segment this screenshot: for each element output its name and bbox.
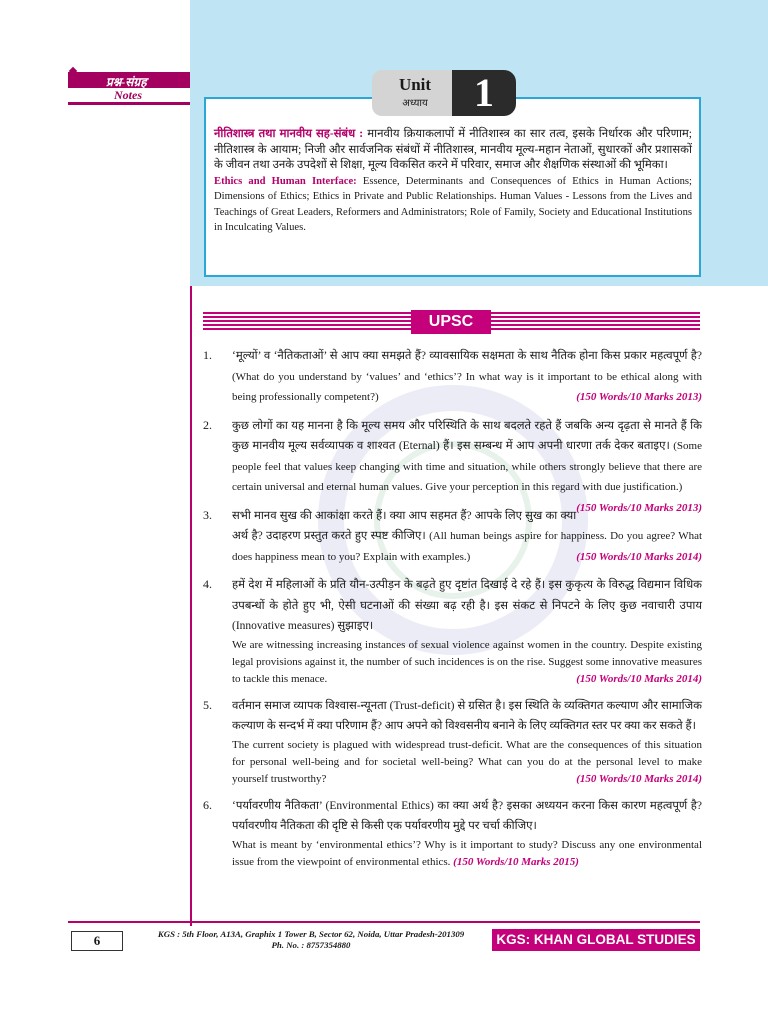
page-number: 6	[71, 931, 123, 951]
unit-label: Unit	[398, 75, 432, 94]
question-marks: (150 Words/10 Marks 2014)	[576, 550, 702, 563]
syllabus-hindi-title: नीतिशास्त्र तथा मानवीय सह-संबंध :	[214, 128, 364, 140]
syllabus-english	[214, 174, 692, 236]
question-hindi: कुछ लोगों का यह मानना है कि मूल्य समय और परिस्थिति के साथ बदलते रहते हैं जबकि अन्य दृढ़ता से मानते हैं कि कुछ मानवीय मूल्य सर्वव्यापक व शाश्वत (Eternal) हैं। इस सम्बन्ध में आप अपनी धारणा तर्क देकर बताइए।	[232, 419, 702, 452]
footer-address	[130, 929, 492, 951]
brand-badge: KGS: KHAN GLOBAL STUDIES	[492, 929, 700, 951]
question-english: (Some people feel that values keep changing with time and situation, while others strongly believe that there are certain universal and eternal human values. Give your perception in this regard with due justification.)	[232, 440, 702, 493]
question-item	[200, 796, 702, 871]
address-line: KGS : 5th Floor, A13A, Graphix 1 Tower B, Sector 62, Noida, Uttar Pradesh-201309	[157, 929, 465, 939]
question-number: 3.	[203, 507, 212, 522]
question-english: (All human beings aspire for happiness. Do you agree? What does happiness mean to you? Explain with examples.)	[232, 530, 703, 563]
question-english: What is meant by ‘environmental ethics’? Why is it important to study? Discuss any one environmental issue from the viewpoint of environmental ethics.	[232, 838, 702, 868]
section-header	[203, 310, 700, 334]
question-hindi: वर्तमान समाज व्यापक विश्वास-न्यूनता (Trust-deficit) से ग्रसित है। इस स्थिति के व्यक्तिगत कल्याण और सामाजिक कल्याण के सन्दर्भ में क्या परिणाम हैं? आप अपने को विश्वसनीय बनाने के लिए व्यक्तिगत स्तर पर क्या कर सकते हैं।	[232, 699, 702, 732]
question-english: (What do you understand by ‘values’ and ‘ethics’? In what way is it important to be ethical along with being professionally competent?)	[232, 370, 702, 403]
unit-label-box	[372, 70, 458, 116]
unit-badge	[372, 70, 516, 116]
question-marks: (150 Words/10 Marks 2015)	[453, 855, 579, 868]
question-number: 2.	[203, 417, 212, 432]
question-item	[200, 346, 702, 408]
question-item	[200, 696, 702, 788]
question-number: 1.	[203, 348, 212, 362]
question-item	[200, 506, 702, 568]
side-tab	[68, 72, 190, 105]
question-english: We are witnessing increasing instances of sexual violence against women in the country. Despite existing legal provisions against it, the number of such incidences is on the rise. Suggest some innovative measures to tackle this menace.	[232, 638, 702, 685]
question-item	[200, 575, 702, 688]
question-number: 6.	[203, 797, 212, 812]
question-hindi: सभी मानव सुख की आकांक्षा करते हैं। क्या आप सहमत हैं? आपके लिए सुख का क्या अर्थ है? उदाहरण प्रस्तुत करते हुए स्पष्ट कीजिए।	[232, 509, 577, 542]
question-english: The current society is plagued with widespread trust-deficit. What are the consequences of this situation for personal well-being and for societal well-being? What can you do at the personal level to make yourself trustworthy?	[232, 738, 702, 785]
unit-number: 1	[452, 70, 516, 116]
question-item	[200, 416, 702, 514]
phone-line: Ph. No. : 8757354880	[271, 940, 351, 950]
question-list	[200, 346, 702, 879]
footer-rule	[68, 921, 700, 923]
side-tab-rule	[68, 102, 190, 105]
side-tab-english: Notes	[114, 88, 142, 102]
question-marks: (150 Words/10 Marks 2014)	[576, 672, 702, 685]
syllabus-english-title: Ethics and Human Interface:	[214, 175, 357, 187]
question-marks: (150 Words/10 Marks 2013)	[576, 501, 702, 514]
question-marks: (150 Words/10 Marks 2014)	[576, 772, 702, 785]
question-number: 5.	[203, 697, 212, 712]
question-marks: (150 Words/10 Marks 2013)	[576, 391, 702, 403]
section-label: UPSC	[411, 310, 491, 334]
question-number: 4.	[203, 577, 212, 591]
syllabus-english-body: Essence, Determinants and Consequences of Ethics in Human Actions; Dimensions of Ethics; Ethics in Private and Public Relationships. Human Values - Lessons from the Lives and Teachings of Great Leaders, Reformers and Administrators; Role of Family, Society and Educational Institutions in Inculcating Values.	[214, 175, 692, 233]
syllabus-hindi-body: मानवीय क्रियाकलापों में नीतिशास्त्र का सार तत्व, इसके निर्धारक और परिणाम; नीतिशास्त्र के आयाम; निजी और सार्वजनिक संबंधों में नीतिशास्त्र, मानवीय मूल्य-महान नेताओं, सुधारकों और प्रशासकों के जीवन तथा उनके उपदेशों से शिक्षा, मूल्य विकसित करने में परिवार, समाज और शैक्षणिक संस्थाओं की भूमिका।	[214, 128, 692, 171]
syllabus-hindi	[214, 127, 692, 174]
side-tab-hindi: प्रश्न-संग्रह	[68, 72, 190, 88]
question-hindi: हमें देश में महिलाओं के प्रति यौन-उत्पीड़न के बढ़ते हुए दृष्टांत दिखाई दे रहे हैं। इस कुकृत्य के विरुद्ध विद्यमान विधिक उपबन्धों के होते हुए भी, ऐसी घटनाओं की संख्या बढ़ रही है। इस संकट से निपटने के लिए कुछ नवाचारी उपाय (Innovative measures) सुझाइए।	[232, 579, 702, 632]
question-hindi: ‘मूल्यों’ व ‘नैतिकताओं’ से आप क्या समझते हैं? व्यावसायिक सक्षमता के साथ नैतिक होना किस प्रकार महत्वपूर्ण है?	[232, 350, 702, 362]
unit-hindi-label: अध्याय	[402, 98, 428, 109]
syllabus-box	[204, 97, 701, 277]
margin-rule	[190, 286, 192, 926]
question-hindi: ‘पर्यावरणीय नैतिकता’ (Environmental Ethics) का क्या अर्थ है? इसका अध्ययन करना किस कारण महत्वपूर्ण है? पर्यावरणीय नैतिकता की दृष्टि से किसी एक पर्यावरणीय मुद्दे पर चर्चा कीजिए।	[232, 799, 702, 832]
